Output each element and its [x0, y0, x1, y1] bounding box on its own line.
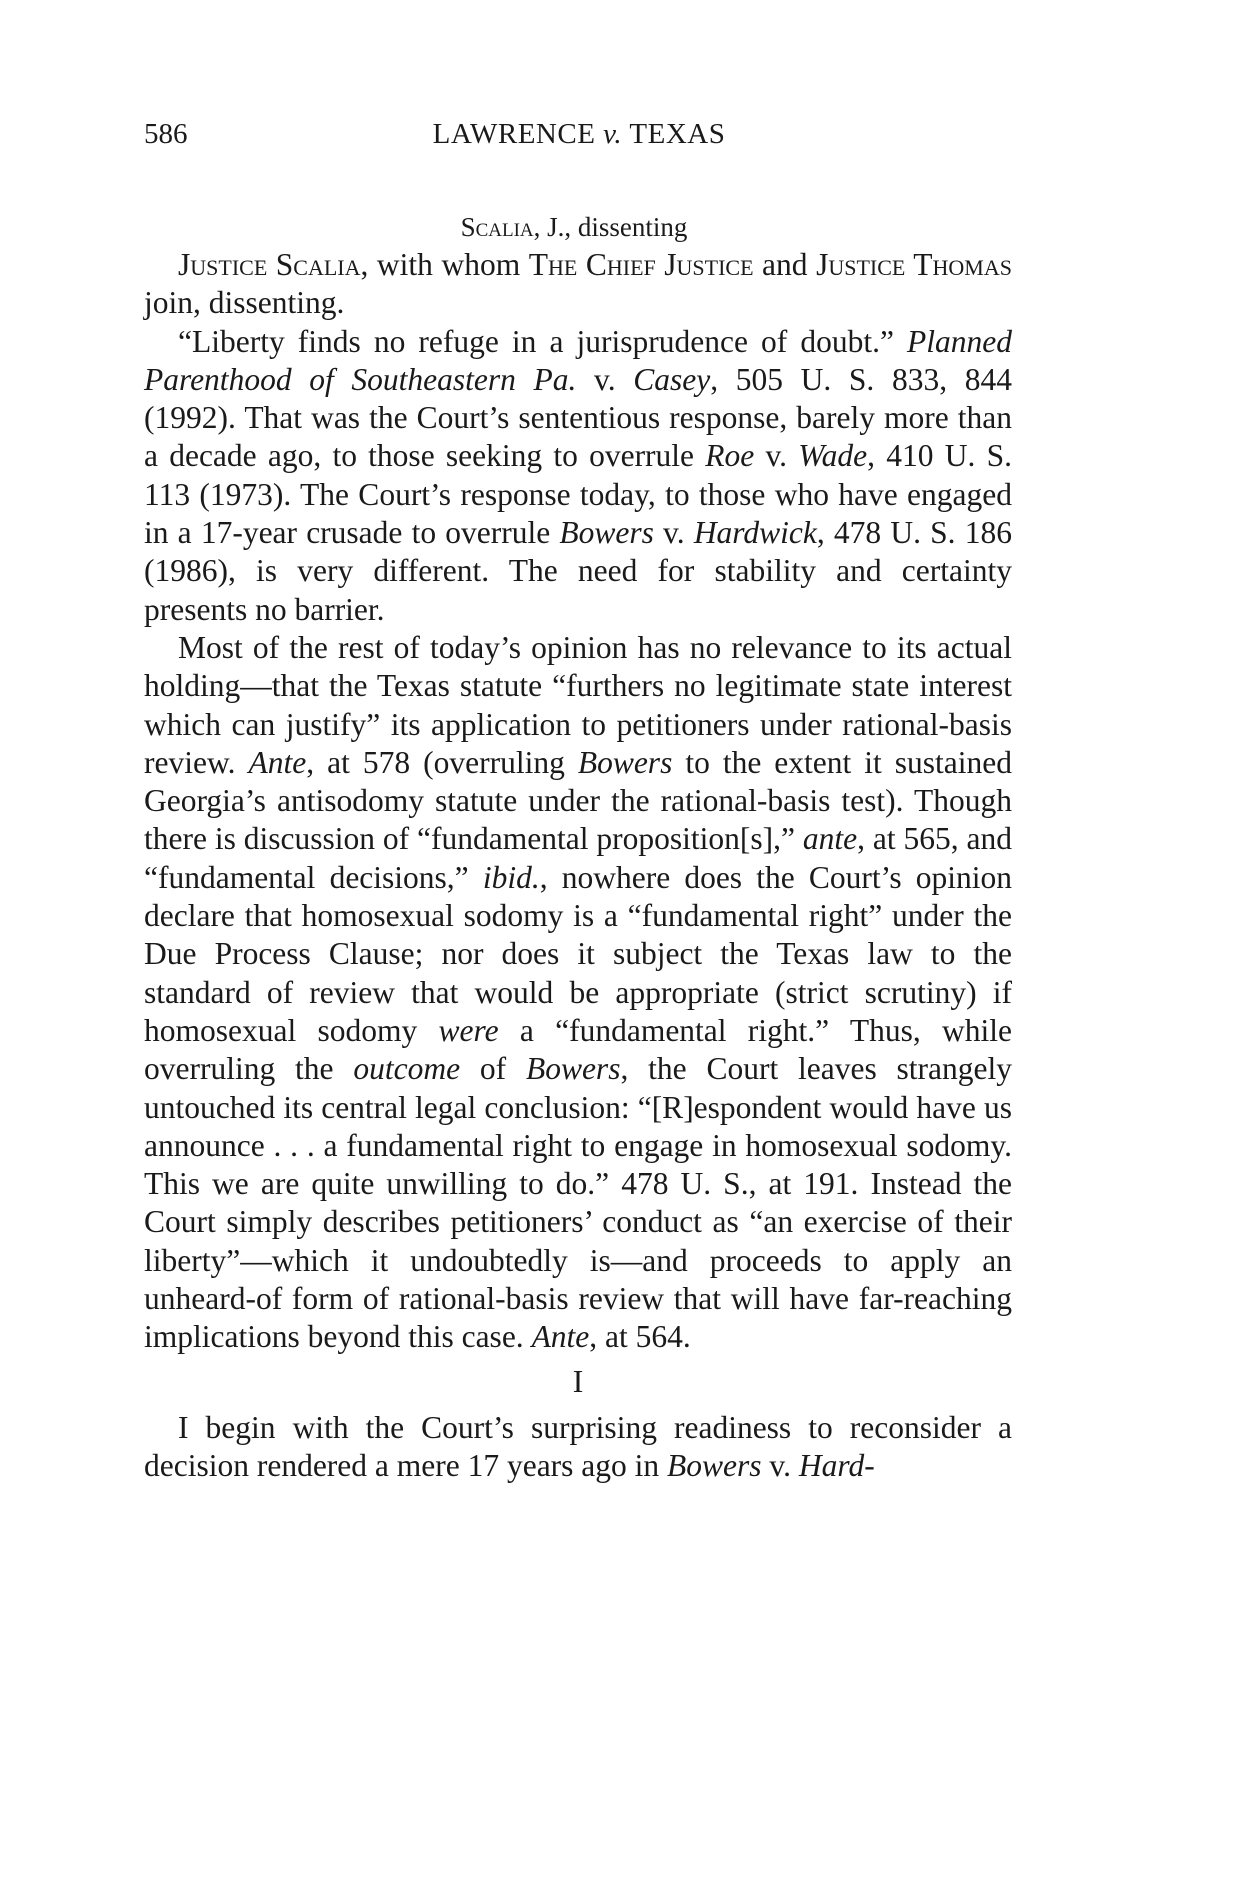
paragraph-1: “Liberty finds no refuge in a jurisprudence of doubt.” Planned Parenthood of Southeastern Pa. v. Casey, 505 U. S. 833, 844 (1992). That was the Court’s sententious response, barely more than a decade ago, to those seeking to overrule Roe v. Wade, 410 U. S. 113 (1973). The Court’s response today, to those who have engaged in a 17-year crusade to overrule Bowers v. Hardwick, 478 U. S. 186 (1986), is very different. The need for stability and certainty presents no barrier.	[144, 323, 1012, 627]
case-title: LAWRENCE v. TEXAS	[432, 118, 726, 150]
paragraph-3: I begin with the Court’s surprising readiness to reconsider a decision rendered a mere 17 years ago in Bowers v. Hard-	[144, 1409, 1012, 1484]
page-number: 586	[144, 118, 188, 150]
paragraph-2: Most of the rest of today’s opinion has no relevance to its actual holding—that the Texas statute “furthers no legitimate state interest which can justify” its application to petitioners under rational-basis review. Ante, at 578 (overruling Bowers to the extent it sustained Georgia’s antisodomy statute under the rational-basis test). Though there is discussion of “fundamental proposition[s],” ante, at 565, and “fundamental decisions,” ibid., nowhere does the Court’s opinion declare that homosexual sodomy is a “fundamental right” under the Due Process Clause; nor does it subject the Texas law to the standard of review that would be appropriate (strict scrutiny) if homosexual sodomy were a “fundamental right.” Thus, while overruling the outcome of Bowers, the Court leaves strangely untouched its central legal conclusion: “[R]espondent would have us announce . . . a fundamental right to engage in homosexual sodomy. This we are quite unwilling to do.” 478 U. S., at 191. Instead the Court simply describes petitioners’ conduct as “an exercise of their liberty”—which it undoubtedly is—and proceeds to apply an unheard-of form of rational-basis review that will have far-reaching implications beyond this case. Ante, at 564.	[144, 629, 1013, 1355]
opinion-body	[144, 246, 1012, 1486]
opinion-label: Scalia, J., dissenting	[460, 212, 688, 242]
running-head	[144, 118, 1014, 158]
section-heading: I	[572, 1363, 584, 1399]
intro-paragraph: Justice Scalia, with whom The Chief Justice and Justice Thomas join, dissenting.	[144, 247, 1012, 321]
